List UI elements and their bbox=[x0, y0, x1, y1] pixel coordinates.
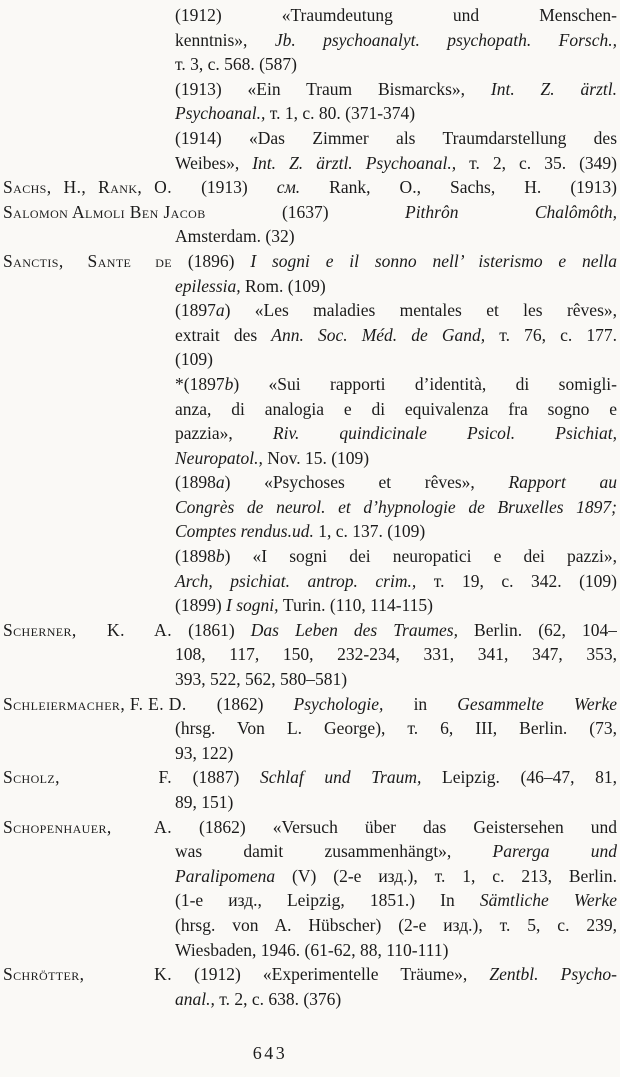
text-segment: kenntnis», bbox=[175, 29, 275, 50]
bib-line bbox=[3, 298, 617, 323]
text-segment: Riv. quindicinale Psicol. Psichiat, bbox=[272, 423, 617, 444]
text-segment: Gesammelte Werke bbox=[457, 693, 617, 714]
text-segment: ) «I sogni dei neuropatici e dei pazzi», bbox=[224, 546, 617, 567]
bib-line bbox=[3, 667, 617, 692]
bib-line bbox=[3, 397, 617, 422]
bib-line bbox=[3, 446, 617, 471]
bib-entry bbox=[3, 765, 617, 814]
text-segment: Jb. psychoanalyt. psychopath. Forsch., bbox=[274, 29, 617, 50]
text-segment: т. 3, с. 568. (587) bbox=[175, 54, 298, 75]
author-name: Schleiermacher, F. E. D. bbox=[3, 693, 187, 714]
bib-line bbox=[3, 765, 617, 790]
text-segment: (1898 bbox=[175, 472, 216, 493]
text-segment: (109) bbox=[175, 349, 213, 370]
bib-line bbox=[3, 323, 617, 348]
bib-entry bbox=[3, 962, 617, 1011]
text-segment: 93, 122) bbox=[175, 742, 234, 763]
text-segment: Comptes rendus.ud. bbox=[175, 521, 319, 542]
bib-line bbox=[3, 642, 617, 667]
text-segment: a bbox=[215, 300, 225, 321]
text-segment: (1887) bbox=[172, 767, 260, 788]
bib-line bbox=[3, 618, 617, 643]
bib-line bbox=[3, 839, 617, 864]
text-segment: (1862) «Versuch über das Geistersehen und bbox=[172, 816, 617, 837]
text-segment: ) «Psychoses et rêves», bbox=[224, 472, 509, 493]
bib-entry bbox=[3, 200, 617, 249]
bib-line bbox=[3, 224, 617, 249]
text-segment: extrait des bbox=[175, 324, 272, 345]
text-segment: Neuropatol., bbox=[175, 447, 268, 468]
author-name: Scherner, K. A. bbox=[3, 619, 172, 640]
text-segment: т. 2, с. 35. (349) bbox=[469, 152, 617, 173]
text-segment: см. bbox=[276, 177, 301, 198]
bib-line bbox=[3, 77, 617, 102]
bib-entry bbox=[3, 249, 617, 618]
text-segment: (hrsg. Von L. George), т. 6, III, Berlin. (73, bbox=[175, 718, 617, 739]
bib-line bbox=[3, 495, 617, 520]
bib-line bbox=[3, 519, 617, 544]
text-segment: (hrsg. von A. Hübscher) (2-е изд.), т. 5, с. 239, bbox=[175, 914, 617, 935]
bib-line bbox=[3, 913, 617, 938]
bib-entry bbox=[3, 175, 617, 200]
bib-line bbox=[3, 421, 617, 446]
text-segment: (1913) «Ein Traum Bismarcks», bbox=[175, 78, 491, 99]
text-segment: Zentbl. Psycho- bbox=[489, 964, 617, 985]
bib-line bbox=[3, 987, 617, 1012]
bibliography-text bbox=[3, 3, 617, 1011]
bib-line bbox=[3, 249, 617, 274]
text-segment: I sogni e il sonno nell’ isterismo e nella bbox=[250, 250, 617, 271]
text-segment: Int. Z. ärztl. bbox=[490, 78, 617, 99]
text-segment: 393, 522, 562, 580–581) bbox=[175, 669, 348, 690]
text-segment: Rapport au bbox=[508, 472, 617, 493]
text-segment: т. 2, с. 638. (376) bbox=[219, 988, 342, 1009]
text-segment: in bbox=[413, 693, 458, 714]
text-segment: Arch, psichiat. antrop. crim., bbox=[175, 570, 434, 591]
bib-line bbox=[3, 741, 617, 766]
author-name: Scholz, F. bbox=[3, 767, 172, 788]
bib-line bbox=[3, 864, 617, 889]
bib-line bbox=[3, 544, 617, 569]
bib-line bbox=[3, 175, 617, 200]
bib-line bbox=[3, 716, 617, 741]
text-segment: (1914) «Das Zimmer als Traumdarstellung des bbox=[175, 127, 617, 148]
text-segment: Wiesbaden, 1946. (61-62, 88, 110-111) bbox=[175, 939, 449, 960]
text-segment: anal., bbox=[175, 988, 220, 1009]
bib-line bbox=[3, 101, 617, 126]
text-segment: (1896) bbox=[172, 250, 251, 271]
bib-line bbox=[3, 28, 617, 53]
text-segment: Pithrôn Chalômôth, bbox=[405, 201, 617, 222]
text-segment: Ann. Soc. Méd. de Gand, bbox=[271, 324, 500, 345]
text-segment: Int. Z. ärztl. Psychoanal., bbox=[252, 152, 470, 173]
text-segment: Berlin. (62, 104– bbox=[474, 619, 617, 640]
text-segment: ) «Sui rapporti d’identità, di somigli- bbox=[233, 373, 617, 394]
bib-line bbox=[3, 815, 617, 840]
text-segment: (1861) bbox=[172, 619, 251, 640]
text-segment: a bbox=[215, 472, 225, 493]
text-segment: (1912) «Experimentelle Träume», bbox=[172, 964, 490, 985]
text-segment: Psychoanal., bbox=[175, 103, 270, 124]
bib-line bbox=[3, 692, 617, 717]
bib-line bbox=[3, 52, 617, 77]
bib-line bbox=[3, 888, 617, 913]
text-segment: Parerga und bbox=[492, 841, 617, 862]
author-name: Salomon Almoli Ben Jacob bbox=[3, 201, 206, 222]
text-segment: Weibes», bbox=[175, 152, 253, 173]
text-segment: т. 1, с. 80. (371-374) bbox=[269, 103, 416, 124]
text-segment: (1899) bbox=[175, 595, 227, 616]
bib-line bbox=[3, 3, 617, 28]
text-segment: Schlaf und Traum, bbox=[259, 767, 443, 788]
text-segment: Psychologie, bbox=[293, 693, 414, 714]
text-segment: Nov. 15. (109) bbox=[267, 447, 370, 468]
author-name: Schopenhauer, A. bbox=[3, 816, 172, 837]
text-segment: т. 19, с. 342. (109) bbox=[433, 570, 617, 591]
text-segment: pazzia», bbox=[175, 423, 273, 444]
bib-entry bbox=[3, 3, 617, 175]
text-segment: Leipzig. (46–47, 81, bbox=[442, 767, 617, 788]
text-segment: Paralipomena bbox=[175, 865, 293, 886]
text-segment: (1-е изд., Leipzig, 1851.) In bbox=[175, 890, 480, 911]
bib-line bbox=[3, 593, 617, 618]
page-number: 643 bbox=[252, 1043, 288, 1064]
text-segment: *(1897 bbox=[175, 373, 225, 394]
bib-entry bbox=[3, 815, 617, 963]
bib-line bbox=[3, 200, 617, 225]
text-segment: was damit zusammenhängt», bbox=[175, 841, 493, 862]
text-segment: anza, di analogia e di equivalenza fra sogno e bbox=[175, 398, 617, 419]
author-name: Sachs, H., Rank, O. bbox=[3, 177, 172, 198]
text-segment: Rom. (109) bbox=[245, 275, 326, 296]
text-segment: I sogni, bbox=[226, 595, 283, 616]
text-segment: (1897 bbox=[175, 300, 216, 321]
text-segment: 89, 151) bbox=[175, 792, 234, 812]
bib-line bbox=[3, 151, 617, 176]
text-segment: Amsterdam. (32) bbox=[175, 226, 295, 247]
text-segment: (V) (2-е изд.), т. 1, с. 213, Berlin. bbox=[292, 865, 617, 886]
text-segment: ) «Les maladies mentales et les rêves», bbox=[224, 300, 617, 321]
text-segment: (1913) bbox=[172, 177, 277, 198]
bib-line bbox=[3, 962, 617, 987]
bib-line bbox=[3, 372, 617, 397]
text-segment: 108, 117, 150, 232-234, 331, 341, 347, 353, bbox=[175, 644, 617, 665]
bib-line bbox=[3, 126, 617, 151]
text-segment: (1637) bbox=[205, 201, 405, 222]
bib-line bbox=[3, 938, 617, 963]
bib-line bbox=[3, 347, 617, 372]
text-segment: Sämtliche Werke bbox=[479, 890, 617, 911]
text-segment: Das Leben des Traumes, bbox=[250, 619, 475, 640]
text-segment: Rank, O., Sachs, H. (1913) bbox=[300, 177, 617, 198]
text-segment: т. 76, с. 177. bbox=[499, 324, 617, 345]
bib-entry bbox=[3, 618, 617, 692]
text-segment: b bbox=[215, 546, 225, 567]
text-segment: 1, с. 137. (109) bbox=[318, 521, 426, 542]
text-segment: (1862) bbox=[186, 693, 294, 714]
author-name: Sanctis, Sante de bbox=[3, 250, 172, 271]
text-segment: Congrès de neurol. et d’hypnologie de Bruxelles 1897; bbox=[175, 496, 617, 517]
bib-line bbox=[3, 274, 617, 299]
text-segment: epilessia, bbox=[175, 275, 245, 296]
text-segment: b bbox=[224, 373, 234, 394]
bib-line bbox=[3, 569, 617, 594]
bib-entry bbox=[3, 692, 617, 766]
text-segment: (1898 bbox=[175, 546, 216, 567]
text-segment: (1912) «Traumdeutung und Menschen- bbox=[175, 5, 617, 25]
bib-line bbox=[3, 790, 617, 815]
bib-line bbox=[3, 470, 617, 495]
text-segment: Turin. (110, 114-115) bbox=[282, 595, 433, 616]
author-name: Schrötter, K. bbox=[3, 964, 172, 985]
